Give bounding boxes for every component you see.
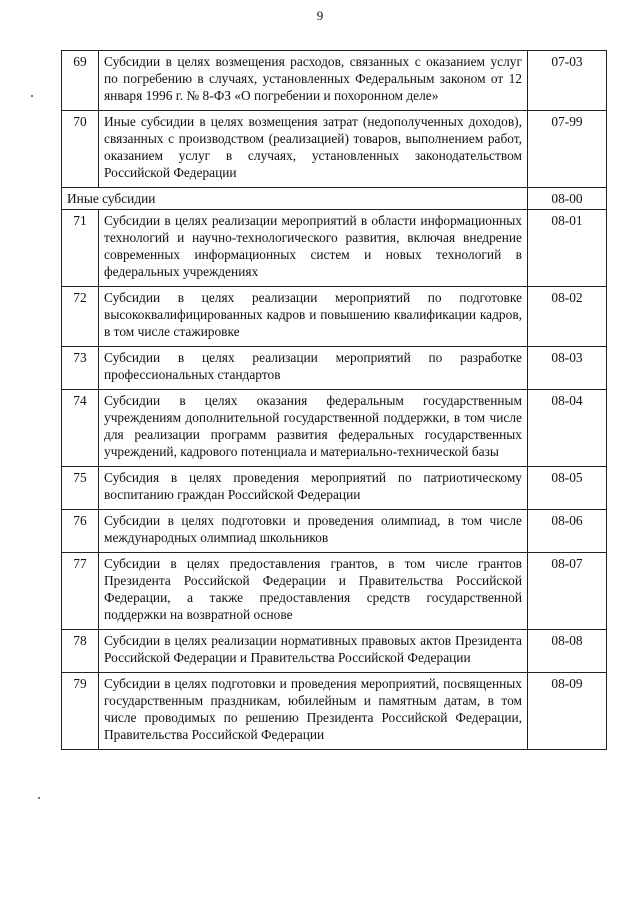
row-description: Субсидия в целях проведения мероприятий по патриотическому воспитанию граждан Российской Федерации	[99, 467, 528, 510]
row-code: 07-99	[528, 111, 607, 188]
row-description: Субсидии в целях подготовки и проведения мероприятий, посвященных государственным праздникам, юбилейным и памятным датам, в том числе проводимых по решению Президента Российской Федерации, Правительства Российской Федерации	[99, 673, 528, 750]
table-row	[62, 510, 607, 553]
row-code: 08-01	[528, 210, 607, 287]
row-description: Субсидии в целях возмещения расходов, связанных с оказанием услуг по погребению в случаях, установленных Федеральным законом от 12 января 1996 г. № 8-ФЗ «О погребении и похоронном деле»	[99, 51, 528, 111]
row-number: 70	[62, 111, 99, 188]
row-description: Субсидии в целях реализации мероприятий в области информационных технологий и научно-технологического развития, включая внедрение современных информационных систем и новых технологий в федеральных учреждениях	[99, 210, 528, 287]
row-code: 08-02	[528, 287, 607, 347]
scan-speck	[38, 797, 40, 799]
table-row	[62, 51, 607, 111]
table-row	[62, 467, 607, 510]
scan-speck	[31, 95, 33, 97]
row-code: 08-07	[528, 553, 607, 630]
table-row	[62, 630, 607, 673]
row-description: Субсидии в целях оказания федеральным государственным учреждениям дополнительной государственной поддержки, в том числе для реализации программ развития федеральных государственных учреждений, кадрового потенциала и материально-технической базы	[99, 390, 528, 467]
row-code: 08-05	[528, 467, 607, 510]
group-code: 08-00	[528, 188, 607, 210]
row-code: 08-09	[528, 673, 607, 750]
row-code: 08-06	[528, 510, 607, 553]
row-description: Субсидии в целях предоставления грантов, в том числе грантов Президента Российской Федерации и Правительства Российской Федерации, а также предоставления средств государственной поддержки на возвратной основе	[99, 553, 528, 630]
table-row	[62, 111, 607, 188]
page-number: 9	[316, 8, 324, 23]
row-number: 73	[62, 347, 99, 390]
row-number: 79	[62, 673, 99, 750]
row-code: 08-04	[528, 390, 607, 467]
row-number: 74	[62, 390, 99, 467]
row-description: Субсидии в целях реализации мероприятий по подготовке высококвалифицированных кадров и повышению квалификации кадров, в том числе стажировке	[99, 287, 528, 347]
table-row	[62, 347, 607, 390]
table-row	[62, 553, 607, 630]
group-header-row	[62, 188, 607, 210]
row-description: Субсидии в целях подготовки и проведения олимпиад, в том числе международных олимпиад школьников	[99, 510, 528, 553]
group-title: Иные субсидии	[62, 188, 528, 210]
table-row	[62, 210, 607, 287]
row-code: 07-03	[528, 51, 607, 111]
table-row	[62, 673, 607, 750]
row-code: 08-08	[528, 630, 607, 673]
table-row	[62, 390, 607, 467]
classification-table	[61, 50, 607, 750]
row-code: 08-03	[528, 347, 607, 390]
row-number: 76	[62, 510, 99, 553]
row-number: 72	[62, 287, 99, 347]
row-number: 69	[62, 51, 99, 111]
row-description: Иные субсидии в целях возмещения затрат (недополученных доходов), связанных с производством (реализацией) товаров, выполнением работ, оказанием услуг в случаях, установленных законодательством Российской Федерации	[99, 111, 528, 188]
row-number: 78	[62, 630, 99, 673]
row-number: 75	[62, 467, 99, 510]
row-number: 71	[62, 210, 99, 287]
row-description: Субсидии в целях реализации мероприятий по разработке профессиональных стандартов	[99, 347, 528, 390]
row-number: 77	[62, 553, 99, 630]
row-description: Субсидии в целях реализации нормативных правовых актов Президента Российской Федерации и Правительства Российской Федерации	[99, 630, 528, 673]
table-row	[62, 287, 607, 347]
